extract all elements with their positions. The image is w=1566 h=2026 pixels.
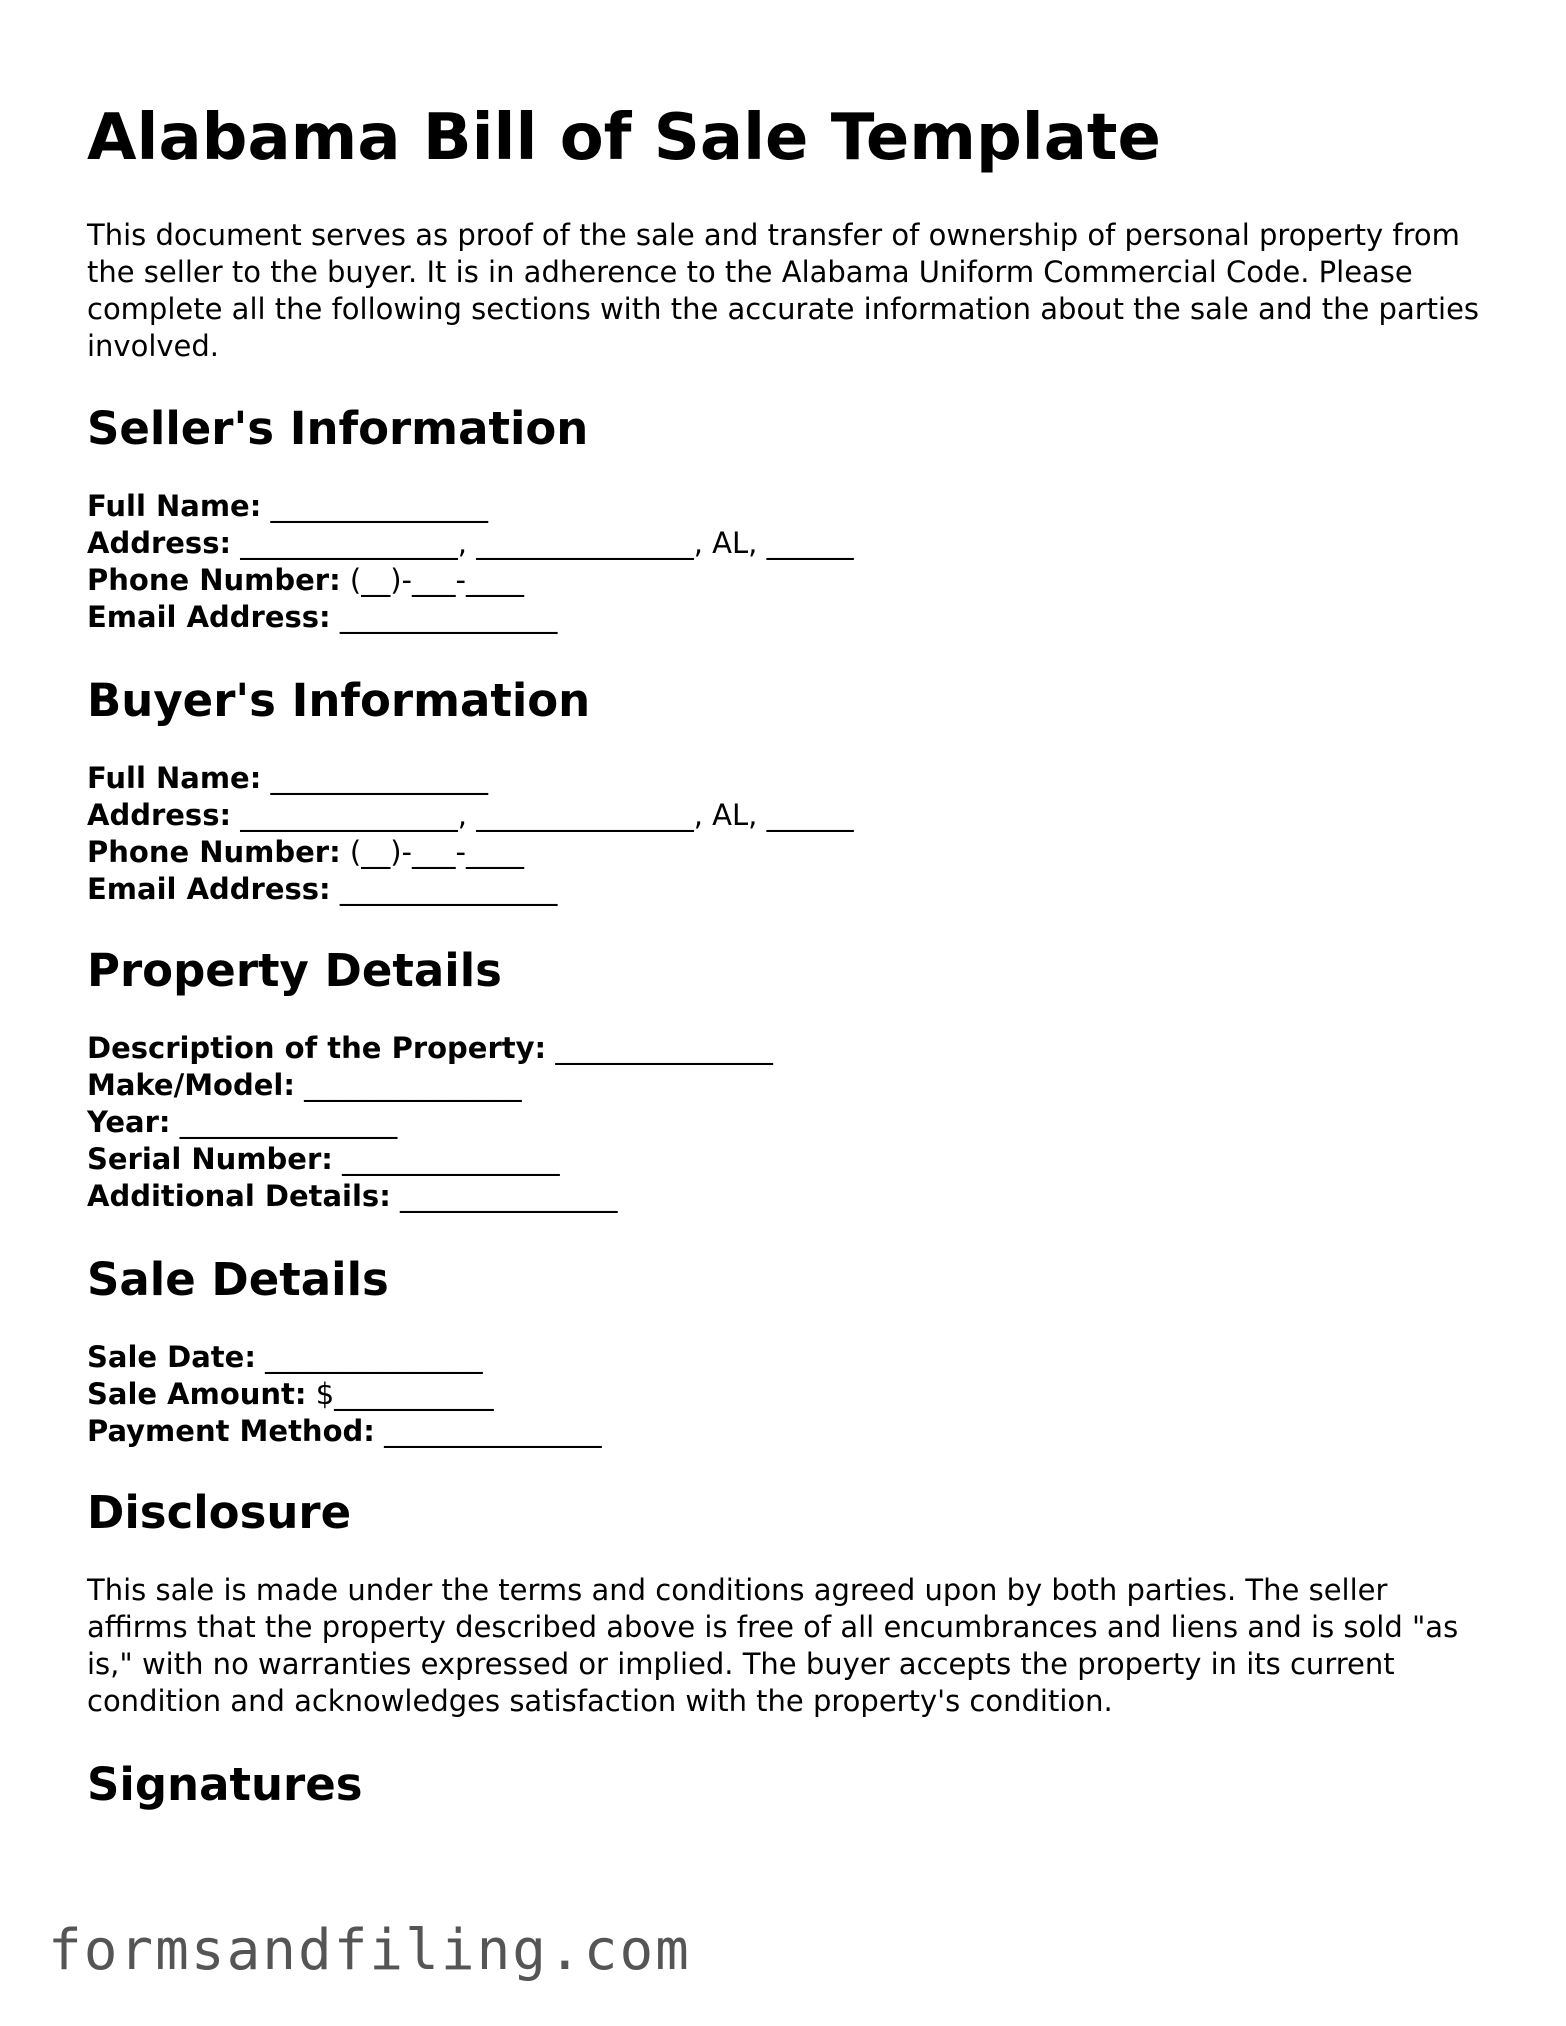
property-serial-field xyxy=(87,1141,1487,1178)
seller-phone-label: Phone Number: xyxy=(87,562,341,597)
seller-address-blank: _______________, _______________, AL, ______ xyxy=(231,525,854,560)
disclosure-paragraph: This sale is made under the terms and conditions agreed upon by both parties. The seller affirms that the property described above is free of all encumbrances and liens and is sold "as is," with no warranties expressed or implied. The buyer accepts the property in its current condition and acknowledges satisfaction with the property's condition. xyxy=(87,1572,1459,1718)
property-additional-label: Additional Details: xyxy=(87,1178,391,1213)
document-page xyxy=(87,100,1487,1812)
property-make-model-blank: _______________ xyxy=(294,1067,522,1102)
property-make-model-field xyxy=(87,1067,1487,1104)
buyer-phone-label: Phone Number: xyxy=(87,834,341,869)
sale-date-blank: _______________ xyxy=(255,1339,483,1374)
seller-fields xyxy=(87,488,1487,636)
property-make-model-label: Make/Model: xyxy=(87,1067,295,1102)
buyer-full-name-label: Full Name: xyxy=(87,760,262,795)
sale-amount-label: Sale Amount: xyxy=(87,1376,307,1411)
buyer-heading: Buyer's Information xyxy=(87,673,591,727)
seller-email-blank: _______________ xyxy=(330,599,558,634)
buyer-full-name-field xyxy=(87,760,1487,797)
seller-email-field xyxy=(87,599,1487,636)
buyer-full-name-blank: _______________ xyxy=(261,760,489,795)
disclosure-heading: Disclosure xyxy=(87,1485,352,1539)
buyer-phone-blank: (__)-___-____ xyxy=(340,834,524,869)
sale-date-label: Sale Date: xyxy=(87,1339,256,1374)
page-title: Alabama Bill of Sale Template xyxy=(87,101,1161,175)
sale-amount-field xyxy=(87,1376,1487,1413)
property-fields xyxy=(87,1030,1487,1215)
intro-paragraph: This document serves as proof of the sale and transfer of ownership of personal property from the seller to the buyer. It is in adherence to the Alabama Uniform Commercial Code. Please complete all the following sections with the accurate information about the sale and the parties involved. xyxy=(87,217,1480,363)
seller-email-label: Email Address: xyxy=(87,599,331,634)
signatures-heading: Signatures xyxy=(87,1757,363,1811)
seller-full-name-label: Full Name: xyxy=(87,488,262,523)
property-description-label: Description of the Property: xyxy=(87,1030,547,1065)
sale-date-field xyxy=(87,1339,1487,1376)
watermark-text: formsandfiling.com xyxy=(48,1918,691,1983)
property-description-field xyxy=(87,1030,1487,1067)
buyer-address-blank: _______________, _______________, AL, ______ xyxy=(231,797,854,832)
property-year-blank: _______________ xyxy=(170,1104,398,1139)
buyer-address-label: Address: xyxy=(87,797,232,832)
seller-address-field xyxy=(87,525,1487,562)
seller-address-label: Address: xyxy=(87,525,232,560)
payment-method-blank: _______________ xyxy=(374,1413,602,1448)
sale-amount-blank: $___________ xyxy=(306,1376,494,1411)
buyer-fields xyxy=(87,760,1487,908)
buyer-address-field xyxy=(87,797,1487,834)
sale-fields xyxy=(87,1339,1487,1450)
seller-phone-blank: (__)-___-____ xyxy=(340,562,524,597)
sale-heading: Sale Details xyxy=(87,1252,389,1306)
seller-full-name-field xyxy=(87,488,1487,525)
seller-phone-field xyxy=(87,562,1487,599)
property-additional-field xyxy=(87,1178,1487,1215)
payment-method-field xyxy=(87,1413,1487,1450)
property-description-blank: _______________ xyxy=(546,1030,773,1065)
property-serial-label: Serial Number: xyxy=(87,1141,333,1176)
seller-full-name-blank: _______________ xyxy=(261,488,489,523)
buyer-email-blank: _______________ xyxy=(330,871,558,906)
buyer-email-label: Email Address: xyxy=(87,871,331,906)
property-heading: Property Details xyxy=(87,943,502,997)
property-serial-blank: _______________ xyxy=(332,1141,560,1176)
property-year-field xyxy=(87,1104,1487,1141)
property-year-label: Year: xyxy=(87,1104,171,1139)
payment-method-label: Payment Method: xyxy=(87,1413,375,1448)
buyer-phone-field xyxy=(87,834,1487,871)
seller-heading: Seller's Information xyxy=(87,401,589,455)
buyer-email-field xyxy=(87,871,1487,908)
property-additional-blank: _______________ xyxy=(390,1178,618,1213)
